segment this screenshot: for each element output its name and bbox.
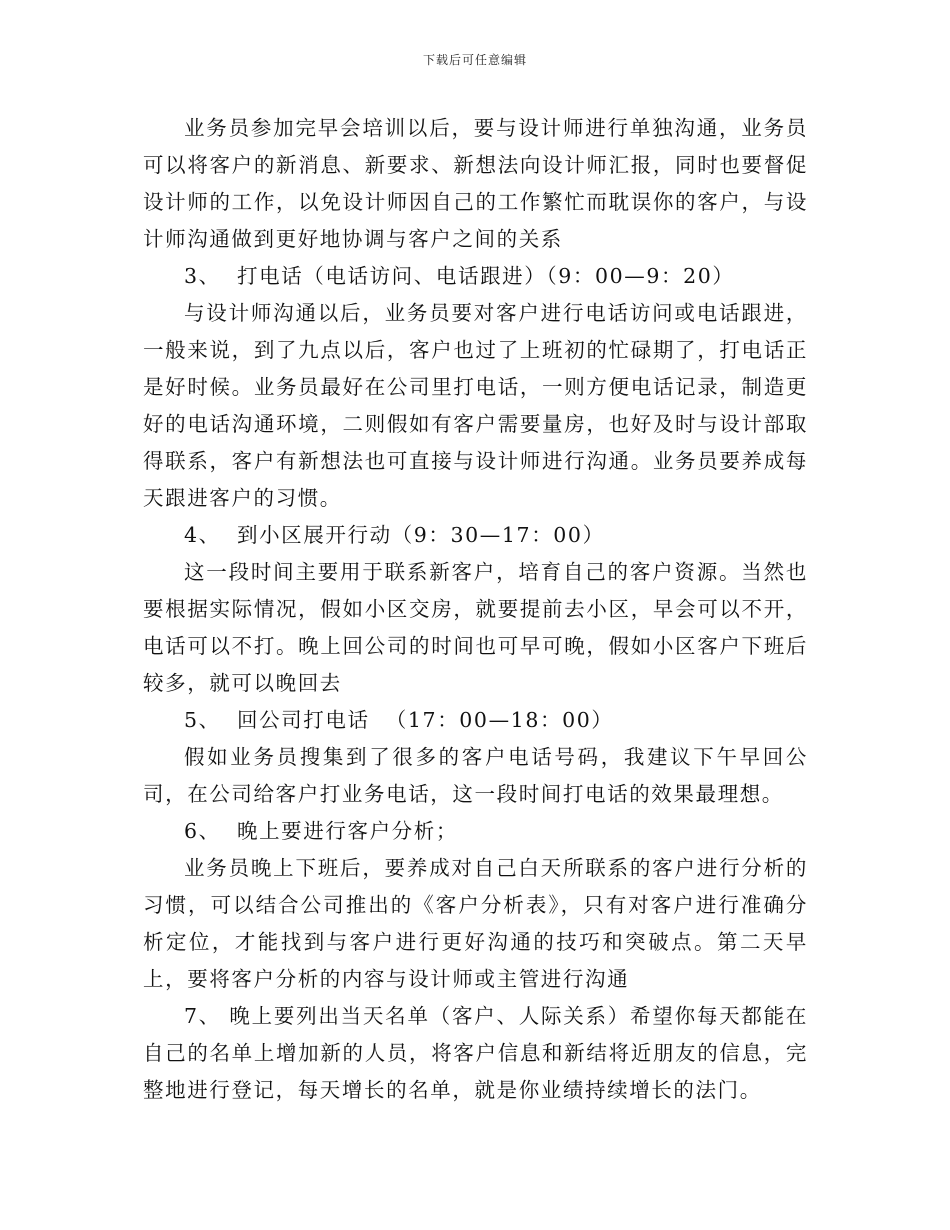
paragraph-return-office: 假如业务员搜集到了很多的客户电话号码，我建议下午早回公司，在公司给客户打业务电话，这一段时间打电话的效果最理想。 (143, 745, 808, 806)
section-heading-customer-analysis: 6、 晚上要进行客户分析； (184, 819, 458, 843)
paragraph-customer-analysis: 业务员晚上下班后，要养成对自己白天所联系的客户进行分析的习惯，可以结合公司推出的《客户分析表》，只有对客户进行准确分析定位，才能找到与客户进行更好沟通的技巧和突破点。第二天早上，要将客户分析的内容与设计师或主管进行沟通 (143, 856, 808, 991)
document-body (143, 110, 808, 1109)
paragraph-phone-calls: 与设计师沟通以后，业务员要对客户进行电话访问或电话跟进，一般来说，到了九点以后，客户也过了上班初的忙碌期了，打电话正是好时候。业务员最好在公司里打电话，一则方便电话记录，制造更好的电话沟通环境，二则假如有客户需要量房，也好及时与设计部取得联系，客户有新想法也可直接与设计师进行沟通。业务员要养成每天跟进客户的习惯。 (143, 301, 808, 510)
section-heading-community-action: 4、 到小区展开行动（9：30—17：00） (184, 523, 605, 547)
paragraph-name-list: 7、 晚上要列出当天名单（客户、人际关系）希望你每天都能在自己的名单上增加新的人员，将客户信息和新结将近朋友的信息，完整地进行登记，每天增长的名单，就是你业绩持续增长的法门。 (143, 1004, 808, 1102)
section-heading-phone-calls: 3、 打电话（电话访问、电话跟进）（9：00—9：20） (184, 264, 735, 288)
paragraph-designer-communication: 业务员参加完早会培训以后，要与设计师进行单独沟通，业务员可以将客户的新消息、新要求、新想法向设计师汇报，同时也要督促设计师的工作，以免设计师因自己的工作繁忙而耽误你的客户，与设计师沟通做到更好地协调与客户之间的关系 (143, 116, 808, 251)
section-heading-return-office: 5、 回公司打电话 （17：00—18：00） (184, 708, 614, 732)
page-header: 下载后可任意编辑 (422, 53, 527, 67)
paragraph-community-action: 这一段时间主要用于联系新客户，培育自己的客户资源。当然也要根据实际情况，假如小区交房，就要提前去小区，早会可以不开，电话可以不打。晚上回公司的时间也可早可晚，假如小区客户下班后较多，就可以晚回去 (143, 560, 808, 695)
